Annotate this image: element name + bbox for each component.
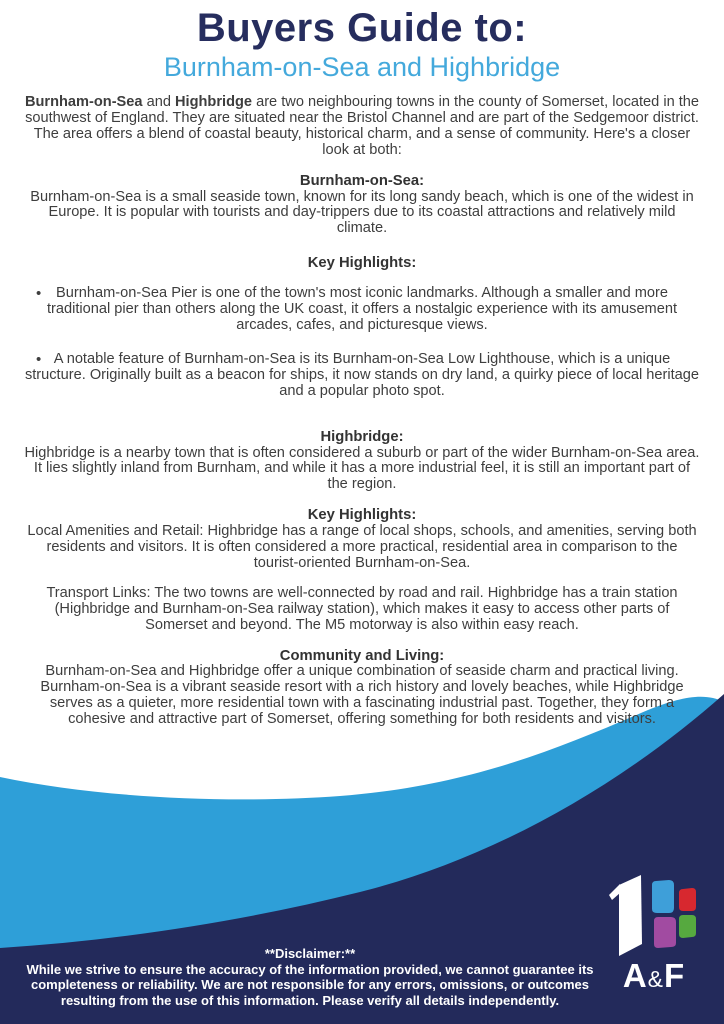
bullet-text-pier: Burnham-on-Sea Pier is one of the town's most iconic landmarks. Although a smaller and more traditional pier than others along the UK coast, it offers a nostalgic experience with its amusement arcades, cafes, and picturesque views. — [46, 285, 678, 333]
disclaimer-title: **Disclaimer:** — [264, 946, 356, 961]
logo-ampersand: & — [647, 966, 664, 992]
disclaimer-line: resulting from the use of this information. Please verify all details independently. — [60, 992, 560, 1008]
intro-bold-highbridge: Highbridge — [175, 94, 253, 110]
house-tiles-icon — [606, 868, 706, 956]
intro-sep: and — [142, 94, 175, 110]
disclaimer-line: completeness or reliability. We are not responsible for any errors, omissions, or outcomes — [31, 977, 589, 993]
section-heading-community: Community and Living: — [279, 647, 445, 664]
intro-paragraph — [24, 95, 700, 159]
bullet-icon: • — [36, 285, 42, 303]
logo-wordmark — [604, 958, 704, 997]
section-body-highbridge: Highbridge is a nearby town that is often considered a suburb or part of the wider Burnham-on-Sea area. It lies slightly inland from Burnham, and while it has a more industrial feel, it is still an important part of the region. — [24, 444, 700, 493]
bullet-icon: • — [36, 350, 42, 368]
list-item — [24, 286, 700, 334]
section-heading-burnham: Burnham-on-Sea: — [299, 172, 425, 189]
section-heading-key-highlights-2: Key Highlights: — [307, 507, 417, 524]
disclaimer-line: While we strive to ensure the accuracy of the information provided, we cannot guarantee its — [26, 961, 594, 977]
intro-rest: are two neighbouring towns in the county of Somerset, located in the southwest of England. They are situated near the Bristol Channel and are part of the Sedgemoor district. The area offers a blend of coastal beauty, historical charm, and a sense of community. Here's a closer look at both: — [25, 94, 700, 158]
page-title: Buyers Guide to: — [196, 6, 528, 50]
paragraph-transport-links: Transport Links: The two towns are well-connected by road and rail. Highbridge has a train station (Highbridge and Burnham-on-Sea railway station), which makes it easy to access other parts of Somerset and beyond. The M5 motorway is also within easy reach. — [46, 584, 678, 633]
logo-letter-a: A — [622, 957, 648, 994]
list-item — [24, 352, 700, 400]
page-subtitle: Burnham-on-Sea and Highbridge — [163, 52, 561, 82]
section-body-burnham: Burnham-on-Sea is a small seaside town, known for its long sandy beach, which is one of the widest in Europe. It is popular with tourists and day-trippers due to its coastal attractions and relatively mild climate. — [30, 188, 694, 237]
document-content — [24, 6, 700, 728]
paragraph-local-amenities: Local Amenities and Retail: Highbridge has a range of local shops, schools, and amenities, serving both residents and visitors. It is often considered a more practical, residential area in comparison to the tourist-oriented Burnham-on-Sea. — [27, 523, 697, 571]
logo-letter-f: F — [664, 957, 686, 994]
af-logo — [604, 868, 708, 1008]
disclaimer-block — [4, 946, 616, 1008]
intro-bold-burnham: Burnham-on-Sea — [24, 94, 143, 110]
section-body-community: Burnham-on-Sea and Highbridge offer a unique combination of seaside charm and practical living. Burnham-on-Sea is a vibrant seaside resort with a rich history and lovely beaches, while Highbridge serves as a quieter, more residential town with a fascinating industrial past. Together, they form a cohesive and attractive part of Somerset, offering something for both residents and visitors. — [40, 663, 684, 728]
section-heading-key-highlights-1: Key Highlights: — [307, 255, 417, 272]
section-heading-highbridge: Highbridge: — [320, 428, 404, 445]
bullet-text-lighthouse: A notable feature of Burnham-on-Sea is its Burnham-on-Sea Low Lighthouse, which is a unique structure. Originally built as a beacon for ships, it now stands on dry land, a quirky piece of local heritage and a popular photo spot. — [24, 350, 700, 399]
key-highlights-list — [24, 286, 700, 399]
